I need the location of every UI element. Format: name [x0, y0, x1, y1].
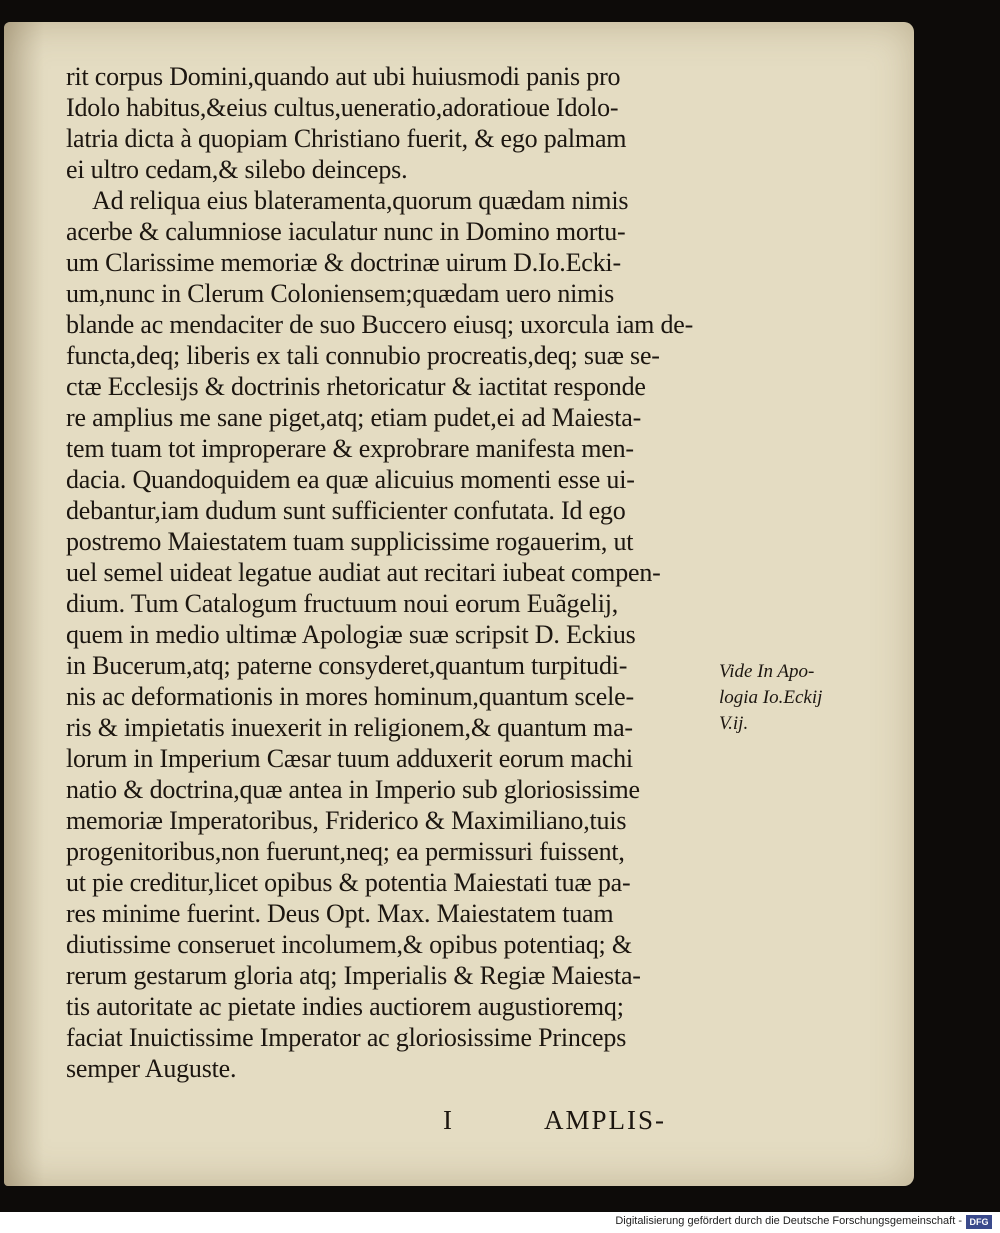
page-foot — [4, 1105, 914, 1141]
text-line: tis autoritate ac pietate indies auctiorem augustioremq; — [66, 992, 624, 1021]
text-line: faciat Inuictissime Imperator ac gloriosissime Princeps — [66, 1023, 627, 1052]
text-line: ut pie creditur,licet opibus & potentia Maiestati tuæ pa- — [66, 868, 631, 897]
margin-note-line: V.ij. — [719, 713, 749, 734]
text-line: acerbe & calumniose iaculatur nunc in Domino mortu- — [66, 217, 626, 246]
text-line: diutissime conseruet incolumem,& opibus potentiaq; & — [66, 930, 632, 959]
catchword: AMPLIS- — [544, 1105, 667, 1135]
text-line: dium. Tum Catalogum fructuum noui eorum Euãgelij, — [66, 589, 619, 618]
text-line: um Clarissime memoriæ & doctrinæ uirum D.Io.Ecki- — [66, 248, 621, 277]
margin-note — [719, 659, 822, 737]
scanned-page — [4, 22, 914, 1186]
text-line: semper Auguste. — [66, 1054, 237, 1083]
footer-bar — [0, 1212, 1000, 1233]
dfg-logo: DFG — [966, 1215, 992, 1229]
body-text — [66, 61, 726, 1084]
text-line: uel semel uideat legatue audiat aut recitari iubeat compen- — [66, 558, 661, 587]
text-line: progenitoribus,non fuerunt,neq; ea permissuri fuissent, — [66, 837, 625, 866]
text-line: um,nunc in Clerum Coloniensem;quædam uero nimis — [66, 279, 615, 308]
text-line: re amplius me sane piget,atq; etiam pudet,ei ad Maiesta- — [66, 403, 642, 432]
text-line: rerum gestarum gloria atq; Imperialis & Regiæ Maiesta- — [66, 961, 641, 990]
text-line: dacia. Quandoquidem ea quæ alicuius momenti esse ui- — [66, 465, 635, 494]
signature-mark: I — [443, 1105, 452, 1135]
text-line: res minime fuerint. Deus Opt. Max. Maiestatem tuam — [66, 899, 614, 928]
text-line: postremo Maiestatem tuam supplicissime rogauerim, ut — [66, 527, 634, 556]
text-line: in Bucerum,atq; paterne consyderet,quantum turpitudi- — [66, 651, 628, 680]
text-line: lorum in Imperium Cæsar tuum adduxerit eorum machi — [66, 744, 633, 773]
text-line: Idolo habitus,&eius cultus,ueneratio,adoratioue Idolo- — [66, 93, 619, 122]
text-line: ris & impietatis inuexerit in religionem,& quantum ma- — [66, 713, 633, 742]
text-line: functa,deq; liberis ex tali connubio procreatis,deq; suæ se- — [66, 341, 660, 370]
text-line: debantur,iam dudum sunt sufficienter confutata. Id ego — [66, 496, 626, 525]
text-line: quem in medio ultimæ Apologiæ suæ scripsit D. Eckius — [66, 620, 636, 649]
text-line: memoriæ Imperatoribus, Friderico & Maximiliano,tuis — [66, 806, 627, 835]
margin-note-line: Vide In Apo- — [719, 661, 815, 682]
text-line: Ad reliqua eius blateramenta,quorum quædam nimis — [92, 186, 629, 215]
text-line: natio & doctrina,quæ antea in Imperio sub gloriosissime — [66, 775, 640, 804]
margin-note-line: logia Io.Eckij — [719, 687, 823, 708]
text-line: ctæ Ecclesijs & doctrinis rhetoricatur & iactitat responde — [66, 372, 646, 401]
text-line: tem tuam tot improperare & exprobrare manifesta men- — [66, 434, 634, 463]
text-line: blande ac mendaciter de suo Buccero eiusq; uxorcula iam de- — [66, 310, 694, 339]
text-line: rit corpus Domini,quando aut ubi huiusmodi panis pro — [66, 62, 621, 91]
text-line: ei ultro cedam,& silebo deinceps. — [66, 155, 408, 184]
funding-credit: Digitalisierung gefördert durch die Deutsche Forschungsgemeinschaft - — [615, 1215, 962, 1227]
text-line: latria dicta à quopiam Christiano fuerit, & ego palmam — [66, 124, 627, 153]
text-line: nis ac deformationis in mores hominum,quantum scele- — [66, 682, 634, 711]
